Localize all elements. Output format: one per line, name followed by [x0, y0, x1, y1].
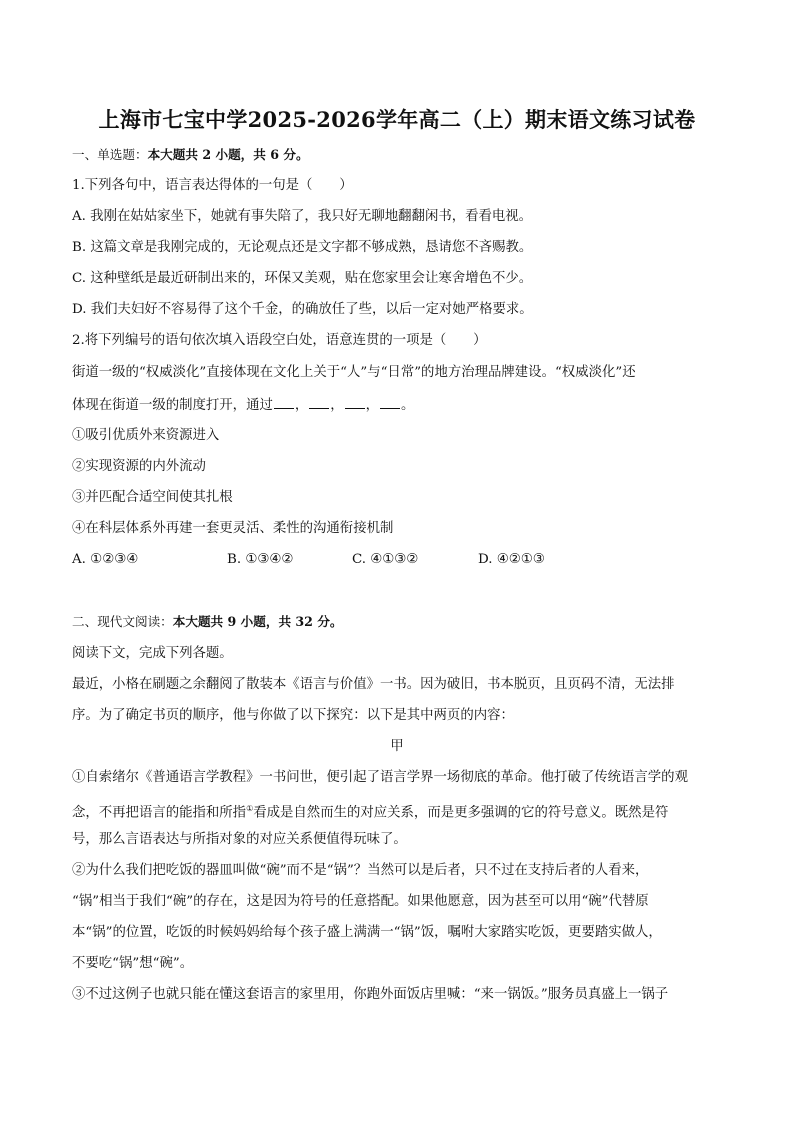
q2-sentence-3: ③并匹配合适空间使其扎根 [72, 490, 233, 505]
blank-separator: ， [294, 398, 309, 413]
reading-p1-line-2: 序。为了确定书页的顺序，他与你做了以下探究：以下是其中两页的内容： [72, 708, 514, 723]
answer-blank-3 [345, 396, 365, 409]
q2-sentence-2: ②实现资源的内外流动 [72, 459, 206, 474]
answer-blank-1 [274, 396, 294, 409]
q2-stem: 2.将下列编号的语句依次填入语段空白处，语意连贯的一项是（ ） [72, 333, 487, 348]
reading-p2-line-3: 号，那么言语表达与所指对象的对应关系便值得玩味了。 [72, 832, 407, 847]
q1-stem: 1.下列各句中，语言表达得体的一句是（ ） [72, 178, 353, 193]
q2-option-d: D. ④②①③ [478, 552, 545, 567]
q1-option-c: C. 这种壁纸是最近研制出来的，环保又美观，贴在您家里会让寒舍增色不少。 [72, 271, 533, 286]
q2-option-b: B. ①③④② [227, 552, 294, 567]
reading-p4-line-1: ③不过这例子也就只能在懂这套语言的家里用，你跑外面饭店里喊：“来一锅饭。”服务员真盛上一锅子 [72, 987, 669, 1002]
reading-p2-text-pre: 念，不再把语言的能指和所指 [72, 805, 247, 821]
q1-option-d: D. 我们夫妇好不容易得了这个千金，的确放任了些，以后一定对她严格要求。 [72, 302, 533, 317]
answer-blank-2 [309, 396, 329, 409]
q2-option-c: C. ④①③② [352, 552, 419, 567]
paragraph-end: 。 [401, 398, 415, 413]
q2-option-a: A. ①②③④ [72, 552, 139, 567]
q2-paragraph-line-1: 街道一级的“权威淡化”直接体现在文化上关于“人”与“日常”的地方治理品牌建设。“权威淡化”还 [72, 365, 636, 380]
reading-p2-text-post: 看成是自然而生的对应关系，而是更多强调的它的符号意义。既然是符 [253, 805, 669, 821]
q2-paragraph-text: 体现在街道一级的制度打开，通过 [72, 398, 273, 413]
reading-p3-line-4: 不要吃“锅”想“碗”。 [72, 956, 194, 971]
page-label-jia: 甲 [390, 739, 404, 754]
reading-intro: 阅读下文，完成下列各题。 [72, 646, 233, 661]
q2-sentence-4: ④在科层体系外再建一套更灵活、柔性的沟通衔接机制 [72, 521, 394, 536]
footnote-marker: ① [246, 804, 254, 813]
blank-separator: ， [365, 398, 380, 413]
reading-p3-line-3: 本“锅”的位置，吃饭的时候妈妈给每个孩子盛上满满一“锅”饭，嘱咐大家踏实吃饭，更要踏实做人， [72, 925, 662, 940]
section-1-heading [72, 146, 309, 164]
q1-option-a: A. 我刚在姑姑家坐下，她就有事失陪了，我只好无聊地翻翻闲书，看看电视。 [72, 209, 533, 224]
page-title: 上海市七宝中学2025-2026学年高二（上）期末语文练习试卷 [98, 107, 696, 132]
section-1-lead: 一、单选题： [72, 147, 148, 162]
section-2-detail: 本大题共 9 小题，共 32 分。 [172, 614, 343, 629]
reading-p2-line-1: ①自索绪尔《普通语言学教程》一书问世，便引起了语言学界一场彻底的革命。他打破了传统语言学的观 [72, 770, 688, 785]
section-1-detail: 本大题共 2 小题，共 6 分。 [147, 147, 309, 162]
reading-p3-line-2: “锅”相当于我们“碗”的存在，这是因为符号的任意搭配。如果他愿意，因为甚至可以用“碗”代替原 [72, 894, 649, 909]
section-2-heading [72, 613, 343, 631]
q2-paragraph-line-2 [72, 396, 414, 415]
answer-blank-4 [380, 396, 400, 409]
section-2-lead: 二、现代文阅读： [72, 614, 173, 629]
reading-p1-line-1: 最近，小格在刷题之余翻阅了散装本《语言与价值》一书。因为破旧，书本脱页，且页码不清，无法排 [72, 677, 675, 692]
reading-p3-line-1: ②为什么我们把吃饭的器皿叫做“碗”而不是“锅”？当然可以是后者，只不过在支持后者的人看来， [72, 863, 649, 878]
reading-p2-line-2 [72, 800, 668, 822]
q2-sentence-1: ①吸引优质外来资源进入 [72, 428, 220, 443]
blank-separator: ， [330, 398, 344, 413]
q1-option-b: B. 这篇文章是我刚完成的，无论观点还是文字都不够成熟，恳请您不吝赐教。 [72, 240, 533, 255]
